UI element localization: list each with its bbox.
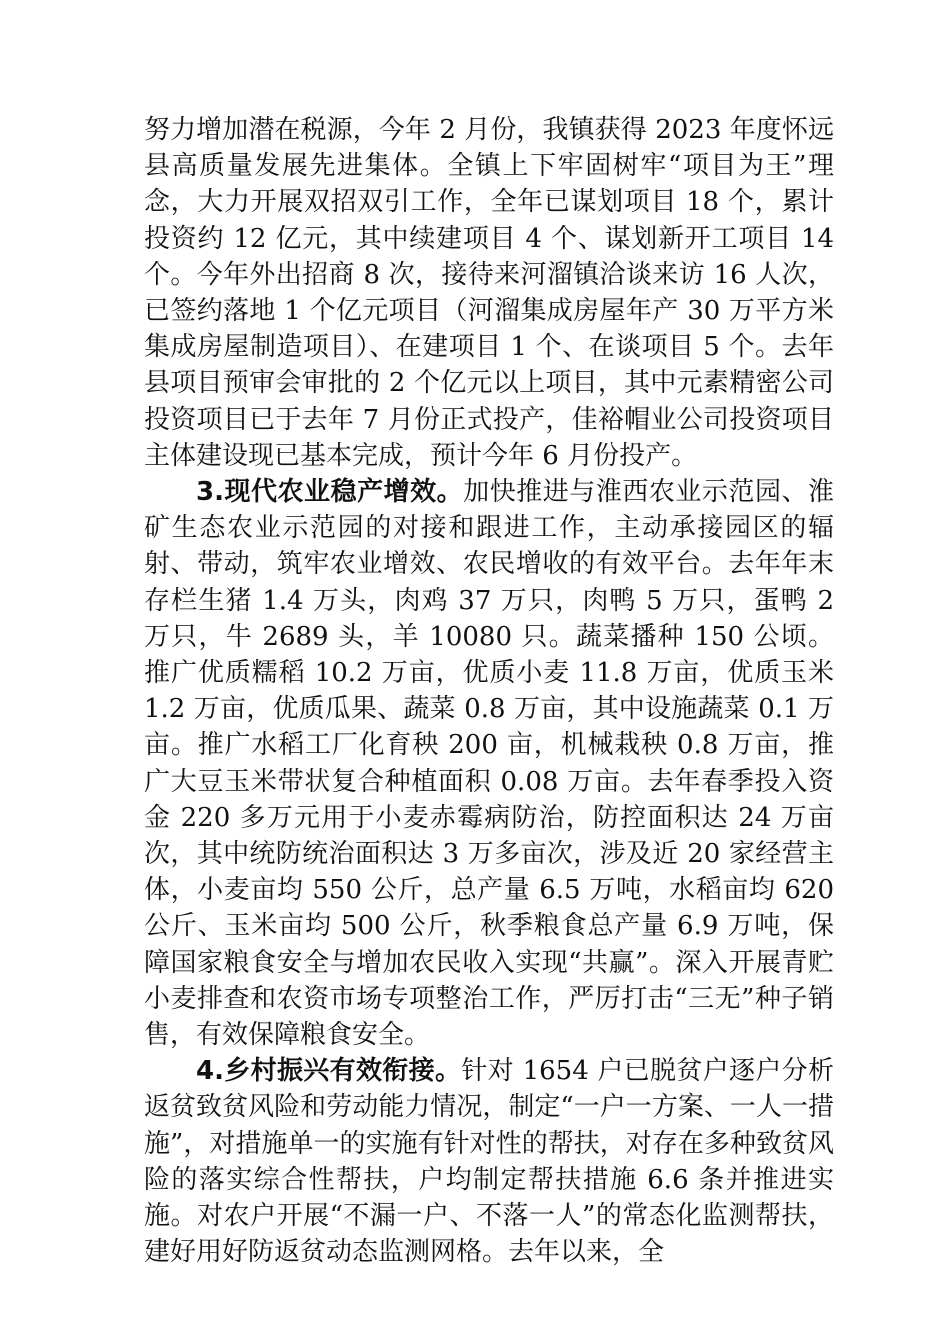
section-3-body: 加快推进与淮西农业示范园、淮矿生态农业示范园的对接和跟进工作，主动承接园区的辐射、带动，筑牢农业增效、农民增收的有效平台。去年年末存栏生猪 1.4 万头，肉鸡 37 万只，肉鸭 5 万只，蛋鸭 2 万只，牛 2689 头，羊 10080 只。蔬菜播种 150 公顷。推广优质糯稻 10.2 万亩，优质小麦 11.8 万亩，优质玉米 1.2 万亩，优质瓜果、蔬菜 0.8 万亩，其中设施蔬菜 0.1 万亩。推广水稻工厂化育秧 200 亩，机械栽秧 0.8 万亩，推广大豆玉米带状复合种植面积 0.08 万亩。去年春季投入资金 220 多万元用于小麦赤霉病防治，防控面积达 24 万亩次，其中统防统治面积达 3 万多亩次，涉及近 20 家经营主体，小麦亩均 550 公斤，总产量 6.5 万吨，水稻亩均 620 公斤、玉米亩均 500 公斤，秋季粮食总产量 6.9 万吨，保障国家粮食安全与增加农民收入实现“共赢”。深入开展青贮小麦排查和农资市场专项整治工作，严厉打击“三无”种子销售，有效保障粮食安全。 — [144, 477, 834, 1051]
section-4-heading: 4.乡村振兴有效衔接。 — [196, 1056, 462, 1087]
section-3-paragraph — [144, 474, 834, 1053]
section-4-paragraph — [144, 1053, 834, 1270]
section-4-body: 针对 1654 户已脱贫户逐户分析返贫致贫风险和劳动能力情况，制定“一户一方案、一人一措施”，对措施单一的实施有针对性的帮扶，对存在多种致贫风险的落实综合性帮扶，户均制定帮扶措施 6.6 条并推进实施。对农户开展“不漏一户、不落一人”的常态化监测帮扶，建好用好防返贫动态监测网格。去年以来，全 — [144, 1056, 835, 1268]
document-body — [144, 112, 834, 1271]
paragraph-continued: 努力增加潜在税源，今年 2 月份，我镇获得 2023 年度怀远县高质量发展先进集体。全镇上下牢固树牢“项目为王”理念，大力开展双招双引工作，全年已谋划项目 18 个，累计投资约 12 亿元，其中续建项目 4 个、谋划新开工项目 14 个。今年外出招商 8 次，接待来河溜镇洽谈来访 16 人次，已签约落地 1 个亿元项目（河溜集成房屋年产 30 万平方米集成房屋制造项目）、在建项目 1 个、在谈项目 5 个。去年县项目预审会审批的 2 个亿元以上项目，其中元素精密公司投资项目已于去年 7 月份正式投产，佳裕帽业公司投资项目主体建设现已基本完成，预计今年 6 月份投产。 — [144, 115, 834, 471]
section-3-heading: 3.现代农业稳产增效。 — [196, 477, 464, 508]
